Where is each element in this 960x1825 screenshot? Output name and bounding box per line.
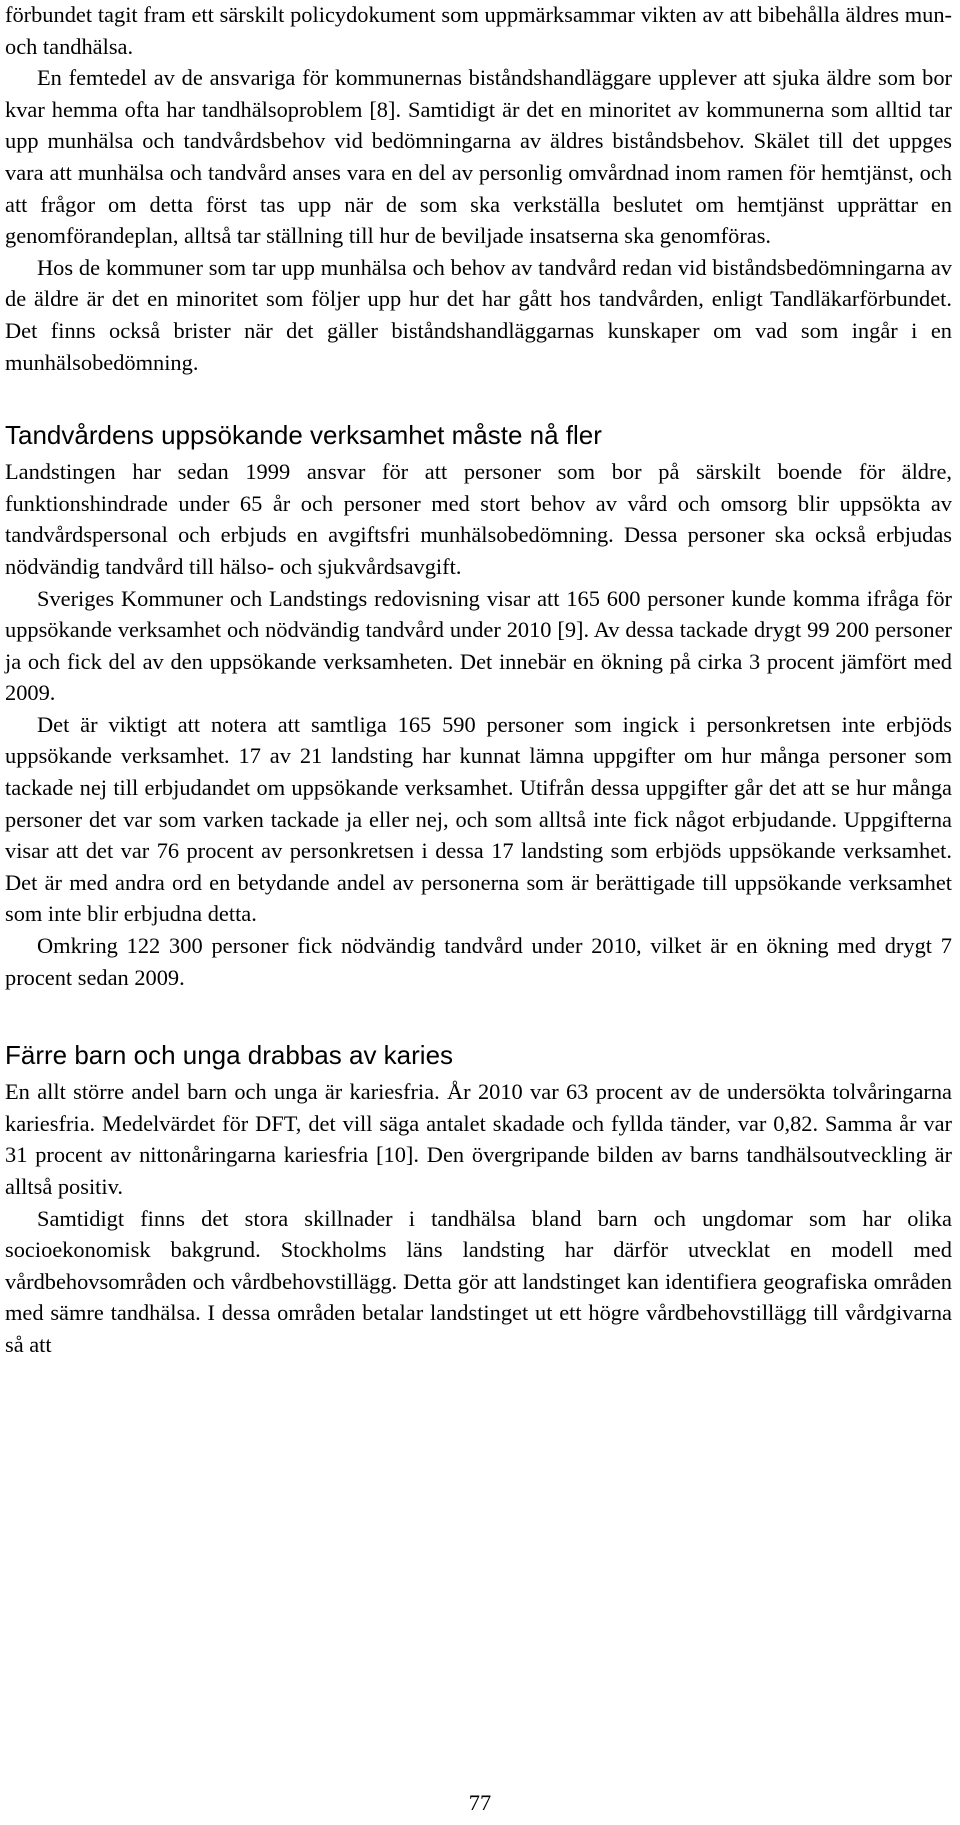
section-heading: Tandvårdens uppsökande verksamhet måste nå fler bbox=[5, 420, 602, 451]
paragraph: Omkring 122 300 personer fick nödvändig tandvård under 2010, vilket är en ökning med drygt 7 procent sedan 2009. bbox=[5, 933, 952, 990]
paragraph: Samtidigt finns det stora skillnader i tandhälsa bland barn och ungdomar som har olika socioekonomisk bakgrund. Stockholms läns landsting har därför utvecklat en modell med vårdbehovsområden och vårdbehovstillägg. Detta gör att landstinget kan identifiera geografiska områden med sämre tandhälsa. I dessa områden betalar landstinget ut ett högre vårdbehovstillägg till vårdgivarna så att bbox=[5, 1205, 952, 1357]
paragraph: Sveriges Kommuner och Landstings redovisning visar att 165 600 personer kunde komma ifråga för uppsökande verksamhet och nödvändig tandvård under 2010 [9]. Av dessa tackade drygt 99 200 personer ja och fick del av den uppsökande verksamheten. Det innebär en ökning på cirka 3 procent jämfört med 2009. bbox=[5, 585, 952, 706]
paragraph: Hos de kommuner som tar upp munhälsa och behov av tandvård redan vid biståndsbedömningarna av de äldre är det en minoritet som följer upp hur det har gått hos tandvården, enligt Tandläkarförbundet. Det finns också brister när det gäller biståndshandläggarnas kunskaper om vad som ingår i en munhälsobedömning. bbox=[5, 254, 952, 375]
paragraph: Landstingen har sedan 1999 ansvar för att personer som bor på särskilt boende för äldre, funktionshindrade under 65 år och personer med stort behov av vård och omsorg blir uppsökta av tandvårdspersonal och erbjuds en avgiftsfri munhälsobedömning. Dessa personer ska också erbjudas nödvändig tandvård till hälso- och sjukvårdsavgift. bbox=[5, 459, 952, 579]
paragraph: En allt större andel barn och unga är kariesfria. År 2010 var 63 procent av de undersökta tolvåringarna kariesfria. Medelvärdet för DFT, det vill säga antalet skadade och fyllda tänder, var 0,82. Samma år var 31 procent av nittonåringarna kariesfria [10]. Den övergripande bilden av barns tandhälsoutveckling är alltså positiv. bbox=[5, 1079, 952, 1199]
paragraph: Det är viktigt att notera att samtliga 165 590 personer som ingick i personkretsen inte erbjöds uppsökande verksamhet. 17 av 21 landsting har kunnat lämna uppgifter om hur många personer som tackade nej till erbjudandet om uppsökande verksamhet. Utifrån dessa uppgifter går det att se hur många personer det var som varken tackade ja eller nej, och som alltså inte fick något erbjudande. Uppgifterna visar att det var 76 procent av personkretsen i dessa 17 landsting som erbjöds uppsökande verksamhet. Det är med andra ord en betydande andel av personerna som är berättigade till uppsökande verksamhet som inte blir erbjudna detta. bbox=[5, 711, 952, 927]
paragraph-continued: förbundet tagit fram ett särskilt policydokument som uppmärksammar vikten av att bibehålla äldres mun- och tandhälsa. bbox=[5, 2, 952, 59]
page-number: 77 bbox=[468, 1790, 492, 1815]
paragraph: En femtedel av de ansvariga för kommunernas biståndshandläggare upplever att sjuka äldre som bor kvar hemma ofta har tandhälsoproblem [8]. Samtidigt är det en minoritet av kommunerna som alltid tar upp munhälsa och tandvårdsbehov vid bedömningarna av äldres biståndsbehov. Skälet till det uppges vara att munhälsa och tandvård anses vara en del av personlig omvårdnad inom ramen för hemtjänst, och att frågor om detta först tas upp när de som ska verkställa beslutet om hemtjänst upprättar en genomförandeplan, alltså tar ställning till hur de beviljade insatserna ska genomföras. bbox=[5, 65, 952, 249]
section-heading: Färre barn och unga drabbas av karies bbox=[5, 1040, 454, 1071]
